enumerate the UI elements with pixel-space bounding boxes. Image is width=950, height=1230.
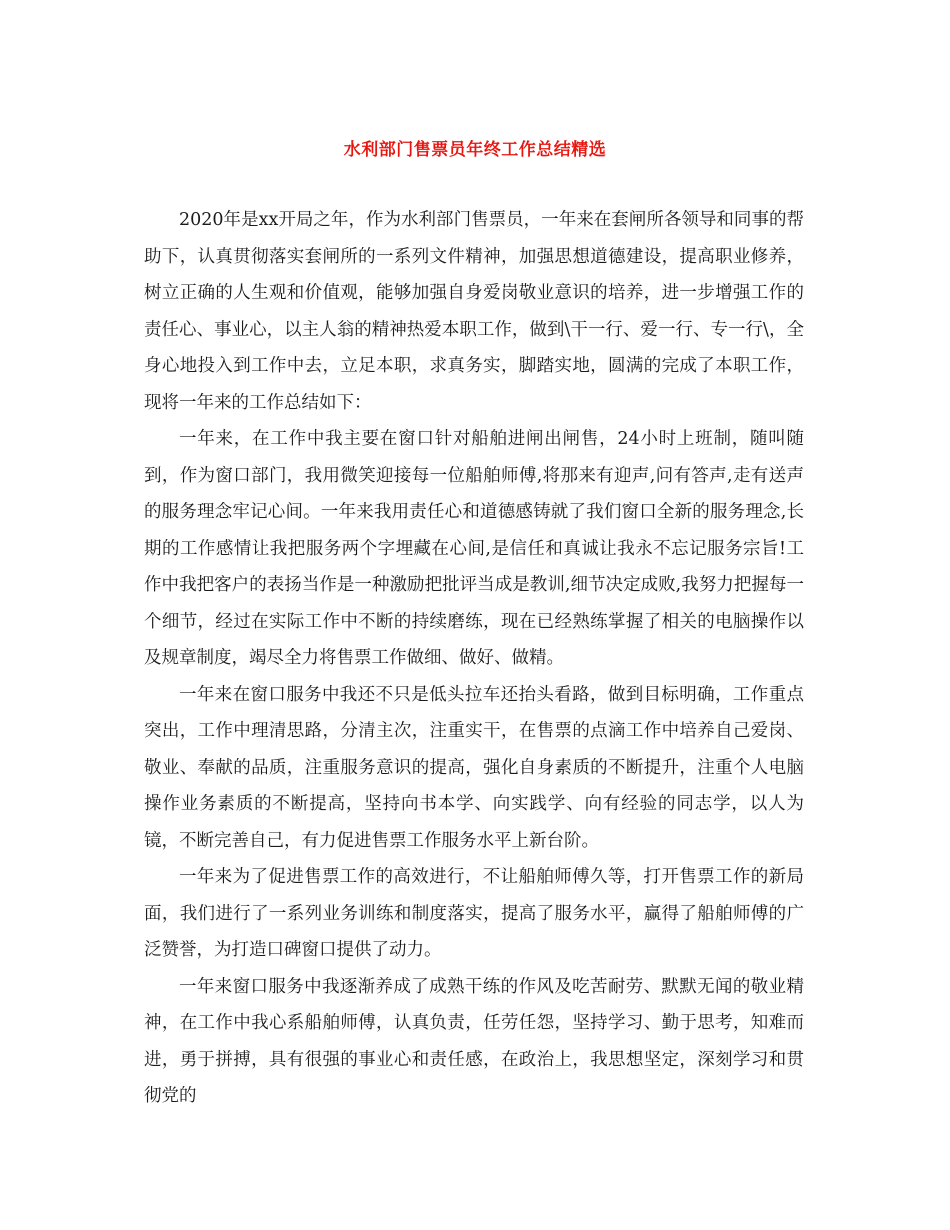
- document-title: 水利部门售票员年终工作总结精选: [343, 140, 607, 160]
- paragraph: 一年来为了促进售票工作的高效进行，不让船舶师傅久等，打开售票工作的新局面，我们进行了一系列业务训练和制度落实，提高了服务水平，赢得了船舶师傅的广泛赞誉，为打造口碑窗口提供了动力。: [144, 867, 804, 960]
- paragraph: 一年来窗口服务中我逐渐养成了成熟干练的作风及吃苦耐劳、默默无闻的敬业精神，在工作中我心系船舶师傅，认真负责，任劳任怨，坚持学习、勤于思考，知难而进，勇于拼搏，具有很强的事业心和责任感，在政治上，我思想坚定，深刻学习和贯彻党的: [144, 976, 804, 1106]
- paragraph: 一年来，在工作中我主要在窗口针对船舶进闸出闸售，24小时上班制，随叫随到，作为窗口部门，我用微笑迎接每一位船舶师傅,将那来有迎声,问有答声,走有送声的服务理念牢记心间。一年来我用责任心和道德感铸就了我们窗口全新的服务理念,长期的工作感情让我把服务两个字埋藏在心间,是信任和真诚让我永不忘记服务宗旨!工作中我把客户的表扬当作是一种激励把批评当成是教训,细节决定成败,我努力把握每一个细节，经过在实际工作中不断的持续磨练，现在已经熟练掌握了相关的电脑操作以及规章制度，竭尽全力将售票工作做细、做好、做精。: [144, 429, 804, 668]
- paragraph: 一年来在窗口服务中我还不只是低头拉车还抬头看路，做到目标明确，工作重点突出，工作中理清思路，分清主次，注重实干，在售票的点滴工作中培养自己爱岗、敬业、奉献的品质，注重服务意识的提高，强化自身素质的不断提升，注重个人电脑操作业务素质的不断提高，坚持向书本学、向实践学、向有经验的同志学，以人为镜，不断完善自己，有力促进售票工作服务水平上新台阶。: [144, 684, 804, 851]
- document-body: [144, 202, 804, 1115]
- paragraph: 2020年是xx开局之年，作为水利部门售票员，一年来在套闸所各领导和同事的帮助下，认真贯彻落实套闸所的一系列文件精神，加强思想道德建设，提高职业修养，树立正确的人生观和价值观，能够加强自身爱岗敬业意识的培养，进一步增强工作的责任心、事业心，以主人翁的精神热爱本职工作，做到\干一行、爱一行、专一行\，全身心地投入到工作中去，立足本职，求真务实，脚踏实地，圆满的完成了本职工作，现将一年来的工作总结如下：: [144, 210, 804, 413]
